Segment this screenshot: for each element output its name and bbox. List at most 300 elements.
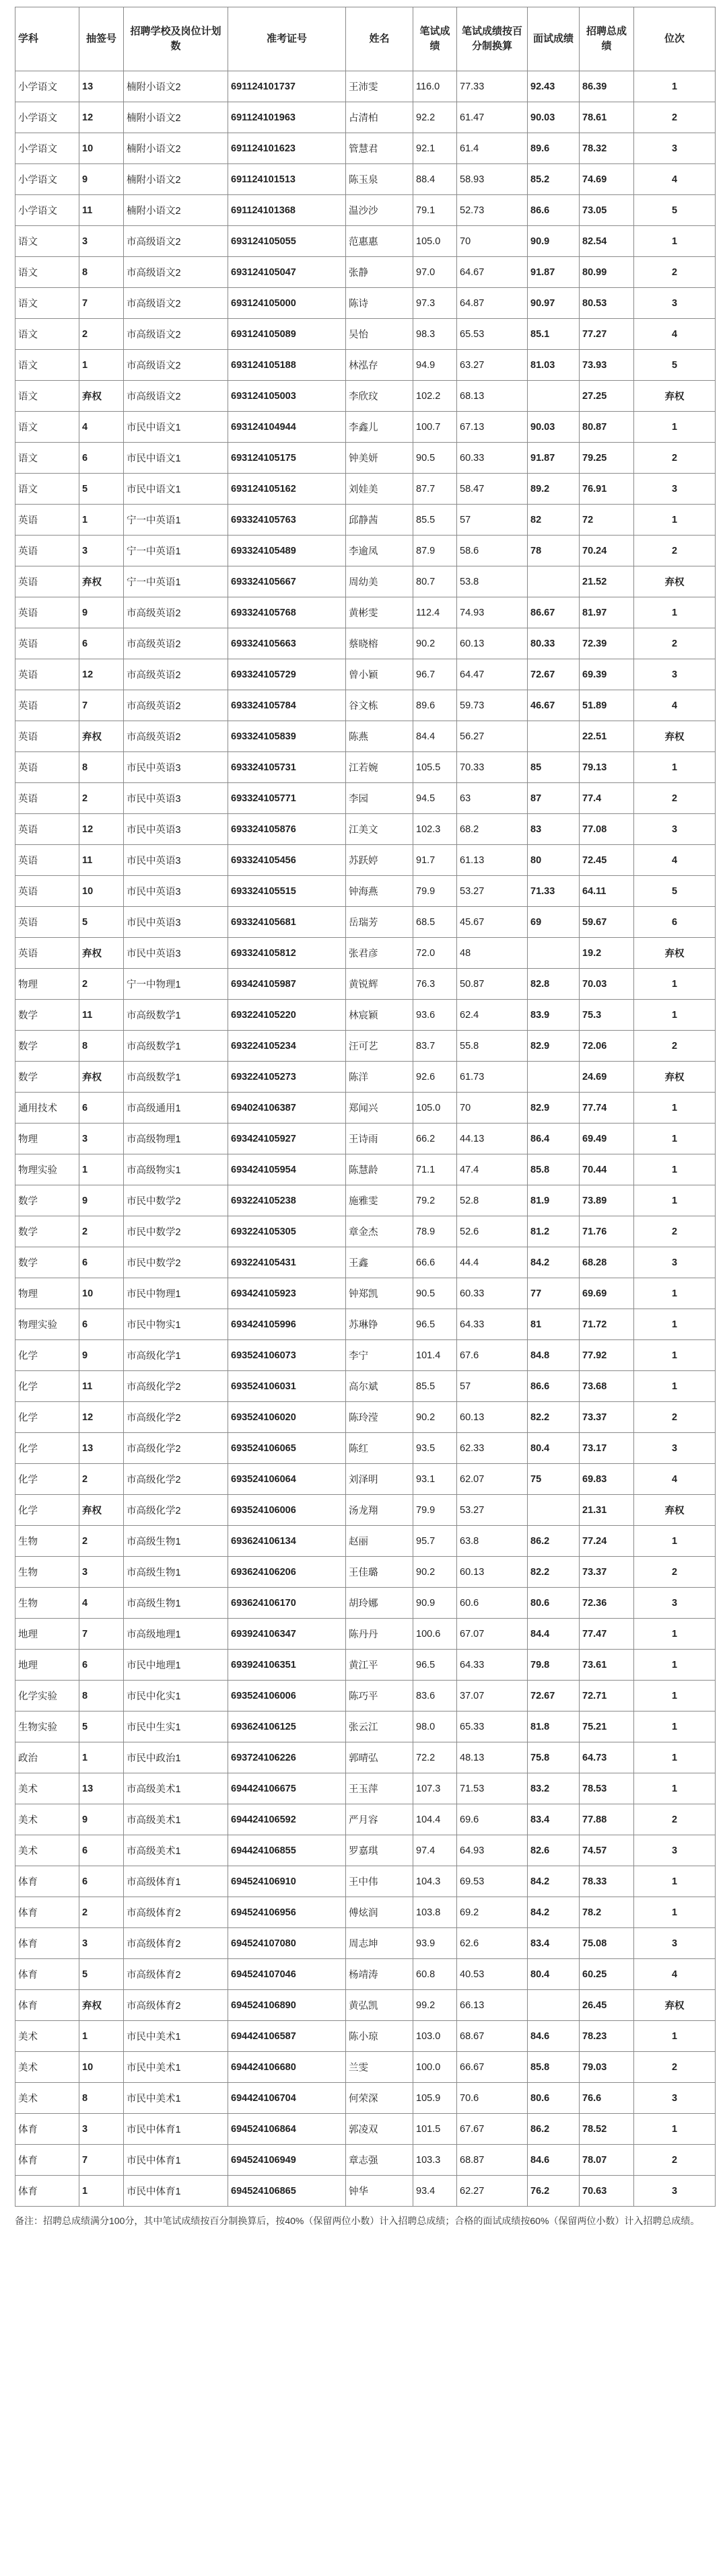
draw-number-cell: 1 — [79, 350, 124, 381]
name-cell: 高尔斌 — [346, 1371, 413, 1402]
school-post-cell: 市民中化实1 — [124, 1681, 228, 1712]
subject-cell: 语文 — [15, 226, 79, 257]
ticket-number-cell: 693324105731 — [228, 752, 346, 783]
rank-cell: 弃权 — [634, 938, 716, 969]
written-score-cell: 98.3 — [413, 319, 457, 350]
written-score-cell: 90.9 — [413, 1588, 457, 1619]
converted-score-cell: 66.67 — [457, 2052, 528, 2083]
header-subject: 学科 — [15, 7, 79, 71]
ticket-number-cell: 693124105055 — [228, 226, 346, 257]
name-cell: 李鑫儿 — [346, 412, 413, 443]
name-cell: 王中伟 — [346, 1866, 413, 1897]
total-score-cell: 73.37 — [580, 1557, 634, 1588]
written-score-cell: 105.0 — [413, 1093, 457, 1124]
written-score-cell: 88.4 — [413, 164, 457, 195]
draw-number-cell: 1 — [79, 2176, 124, 2207]
table-row — [15, 1185, 716, 1216]
school-post-cell: 市民中英语3 — [124, 814, 228, 845]
rank-cell: 2 — [634, 2145, 716, 2176]
subject-cell: 英语 — [15, 505, 79, 536]
name-cell: 郑闻兴 — [346, 1093, 413, 1124]
rank-cell: 2 — [634, 1031, 716, 1062]
header-ticket-number: 准考证号 — [228, 7, 346, 71]
written-score-cell: 112.4 — [413, 597, 457, 628]
draw-number-cell: 弃权 — [79, 1990, 124, 2021]
school-post-cell: 市民中生实1 — [124, 1712, 228, 1742]
rank-cell: 1 — [634, 1773, 716, 1804]
converted-score-cell: 64.87 — [457, 288, 528, 319]
written-score-cell: 100.6 — [413, 1619, 457, 1650]
converted-score-cell: 44.4 — [457, 1247, 528, 1278]
table-row — [15, 752, 716, 783]
total-score-cell: 59.67 — [580, 907, 634, 938]
draw-number-cell: 9 — [79, 164, 124, 195]
ticket-number-cell: 693624106170 — [228, 1588, 346, 1619]
school-post-cell: 市高级数学1 — [124, 1031, 228, 1062]
table-row — [15, 1650, 716, 1681]
written-score-cell: 60.8 — [413, 1959, 457, 1990]
table-row — [15, 1216, 716, 1247]
table-row — [15, 1247, 716, 1278]
written-score-cell: 93.1 — [413, 1464, 457, 1495]
draw-number-cell: 10 — [79, 133, 124, 164]
ticket-number-cell: 693124104944 — [228, 412, 346, 443]
ticket-number-cell: 693424105927 — [228, 1124, 346, 1154]
written-score-cell: 98.0 — [413, 1712, 457, 1742]
written-score-cell: 85.5 — [413, 505, 457, 536]
converted-score-cell: 60.6 — [457, 1588, 528, 1619]
rank-cell: 1 — [634, 1093, 716, 1124]
table-row — [15, 1588, 716, 1619]
table-row — [15, 1340, 716, 1371]
converted-score-cell: 62.27 — [457, 2176, 528, 2207]
school-post-cell: 市高级英语2 — [124, 597, 228, 628]
subject-cell: 英语 — [15, 845, 79, 876]
written-score-cell: 97.4 — [413, 1835, 457, 1866]
converted-score-cell: 70 — [457, 1093, 528, 1124]
total-score-cell: 82.54 — [580, 226, 634, 257]
ticket-number-cell: 693124105000 — [228, 288, 346, 319]
total-score-cell: 69.83 — [580, 1464, 634, 1495]
draw-number-cell: 8 — [79, 2083, 124, 2114]
converted-score-cell: 64.33 — [457, 1309, 528, 1340]
header-total-score: 招聘总成绩 — [580, 7, 634, 71]
school-post-cell: 宁一中英语1 — [124, 505, 228, 536]
written-score-cell: 101.4 — [413, 1340, 457, 1371]
subject-cell: 英语 — [15, 814, 79, 845]
interview-score-cell: 84.4 — [528, 1619, 580, 1650]
ticket-number-cell: 694424106855 — [228, 1835, 346, 1866]
total-score-cell: 24.69 — [580, 1062, 634, 1093]
converted-score-cell: 67.6 — [457, 1340, 528, 1371]
table-row — [15, 1402, 716, 1433]
interview-score-cell: 85.8 — [528, 2052, 580, 2083]
total-score-cell: 70.63 — [580, 2176, 634, 2207]
name-cell: 王鑫 — [346, 1247, 413, 1278]
converted-score-cell: 58.6 — [457, 536, 528, 566]
ticket-number-cell: 693624106134 — [228, 1526, 346, 1557]
total-score-cell: 72.36 — [580, 1588, 634, 1619]
rank-cell: 4 — [634, 1464, 716, 1495]
ticket-number-cell: 693424105987 — [228, 969, 346, 1000]
draw-number-cell: 2 — [79, 783, 124, 814]
interview-score-cell: 84.2 — [528, 1897, 580, 1928]
total-score-cell: 78.52 — [580, 2114, 634, 2145]
draw-number-cell: 12 — [79, 814, 124, 845]
interview-score-cell — [528, 1062, 580, 1093]
name-cell: 曾小颖 — [346, 659, 413, 690]
ticket-number-cell: 693324105489 — [228, 536, 346, 566]
converted-score-cell: 61.13 — [457, 845, 528, 876]
school-post-cell: 市高级美术1 — [124, 1804, 228, 1835]
draw-number-cell: 2 — [79, 1526, 124, 1557]
school-post-cell: 市高级化学2 — [124, 1402, 228, 1433]
school-post-cell: 市高级生物1 — [124, 1588, 228, 1619]
rank-cell: 3 — [634, 1835, 716, 1866]
subject-cell: 英语 — [15, 690, 79, 721]
table-row — [15, 1866, 716, 1897]
subject-cell: 美术 — [15, 2052, 79, 2083]
draw-number-cell: 7 — [79, 2145, 124, 2176]
school-post-cell: 市高级物理1 — [124, 1124, 228, 1154]
draw-number-cell: 9 — [79, 597, 124, 628]
total-score-cell: 78.33 — [580, 1866, 634, 1897]
rank-cell: 1 — [634, 2021, 716, 2052]
school-post-cell: 市高级通用1 — [124, 1093, 228, 1124]
table-row — [15, 907, 716, 938]
total-score-cell: 64.11 — [580, 876, 634, 907]
score-sheet — [15, 7, 715, 2230]
interview-score-cell: 89.2 — [528, 474, 580, 505]
name-cell: 刘娃美 — [346, 474, 413, 505]
converted-score-cell: 48.13 — [457, 1742, 528, 1773]
table-row — [15, 195, 716, 226]
interview-score-cell: 83.2 — [528, 1773, 580, 1804]
rank-cell: 1 — [634, 226, 716, 257]
converted-score-cell: 63 — [457, 783, 528, 814]
rank-cell: 1 — [634, 412, 716, 443]
interview-score-cell: 86.6 — [528, 195, 580, 226]
total-score-cell: 79.03 — [580, 2052, 634, 2083]
subject-cell: 数学 — [15, 1247, 79, 1278]
draw-number-cell: 3 — [79, 1124, 124, 1154]
table-row — [15, 1928, 716, 1959]
total-score-cell: 71.72 — [580, 1309, 634, 1340]
ticket-number-cell: 693524106073 — [228, 1340, 346, 1371]
rank-cell: 2 — [634, 1804, 716, 1835]
ticket-number-cell: 693324105456 — [228, 845, 346, 876]
school-post-cell: 市民中美术1 — [124, 2021, 228, 2052]
converted-score-cell: 62.33 — [457, 1433, 528, 1464]
school-post-cell: 市民中物实1 — [124, 1309, 228, 1340]
name-cell: 陈红 — [346, 1433, 413, 1464]
total-score-cell: 51.89 — [580, 690, 634, 721]
subject-cell: 语文 — [15, 474, 79, 505]
converted-score-cell: 53.8 — [457, 566, 528, 597]
name-cell: 林宸颖 — [346, 1000, 413, 1031]
rank-cell: 弃权 — [634, 721, 716, 752]
interview-score-cell: 81.9 — [528, 1185, 580, 1216]
interview-score-cell: 89.6 — [528, 133, 580, 164]
school-post-cell: 楠附小语文2 — [124, 133, 228, 164]
ticket-number-cell: 694524106956 — [228, 1897, 346, 1928]
table-row — [15, 1309, 716, 1340]
school-post-cell: 市民中语文1 — [124, 412, 228, 443]
written-score-cell: 96.5 — [413, 1309, 457, 1340]
subject-cell: 体育 — [15, 1990, 79, 2021]
ticket-number-cell: 693524106006 — [228, 1495, 346, 1526]
total-score-cell: 73.68 — [580, 1371, 634, 1402]
school-post-cell: 市高级化学2 — [124, 1464, 228, 1495]
rank-cell: 2 — [634, 1402, 716, 1433]
draw-number-cell: 13 — [79, 1433, 124, 1464]
draw-number-cell: 7 — [79, 1619, 124, 1650]
ticket-number-cell: 694524107080 — [228, 1928, 346, 1959]
draw-number-cell: 9 — [79, 1185, 124, 1216]
ticket-number-cell: 694424106680 — [228, 2052, 346, 2083]
school-post-cell: 市高级体育2 — [124, 1990, 228, 2021]
rank-cell: 弃权 — [634, 1062, 716, 1093]
ticket-number-cell: 693124105188 — [228, 350, 346, 381]
name-cell: 李园 — [346, 783, 413, 814]
table-row — [15, 1557, 716, 1588]
draw-number-cell: 弃权 — [79, 1495, 124, 1526]
rank-cell: 5 — [634, 876, 716, 907]
ticket-number-cell: 694424106675 — [228, 1773, 346, 1804]
ticket-number-cell: 693724106226 — [228, 1742, 346, 1773]
subject-cell: 英语 — [15, 721, 79, 752]
subject-cell: 地理 — [15, 1650, 79, 1681]
total-score-cell: 77.4 — [580, 783, 634, 814]
table-row — [15, 102, 716, 133]
school-post-cell: 宁一中英语1 — [124, 536, 228, 566]
subject-cell: 化学实验 — [15, 1681, 79, 1712]
total-score-cell: 74.57 — [580, 1835, 634, 1866]
subject-cell: 英语 — [15, 783, 79, 814]
table-row — [15, 721, 716, 752]
total-score-cell: 77.08 — [580, 814, 634, 845]
draw-number-cell: 10 — [79, 1278, 124, 1309]
written-score-cell: 99.2 — [413, 1990, 457, 2021]
rank-cell: 3 — [634, 133, 716, 164]
converted-score-cell: 45.67 — [457, 907, 528, 938]
draw-number-cell: 2 — [79, 319, 124, 350]
subject-cell: 语文 — [15, 381, 79, 412]
ticket-number-cell: 691124101513 — [228, 164, 346, 195]
rank-cell: 2 — [634, 536, 716, 566]
name-cell: 林泓存 — [346, 350, 413, 381]
draw-number-cell: 6 — [79, 1650, 124, 1681]
table-row — [15, 1495, 716, 1526]
total-score-cell: 64.73 — [580, 1742, 634, 1773]
draw-number-cell: 2 — [79, 1897, 124, 1928]
rank-cell: 4 — [634, 319, 716, 350]
table-row — [15, 845, 716, 876]
total-score-cell: 75.3 — [580, 1000, 634, 1031]
written-score-cell: 96.5 — [413, 1650, 457, 1681]
converted-score-cell: 62.6 — [457, 1928, 528, 1959]
school-post-cell: 楠附小语文2 — [124, 164, 228, 195]
total-score-cell: 72 — [580, 505, 634, 536]
school-post-cell: 市高级物实1 — [124, 1154, 228, 1185]
written-score-cell: 87.9 — [413, 536, 457, 566]
name-cell: 张君彦 — [346, 938, 413, 969]
total-score-cell: 73.05 — [580, 195, 634, 226]
total-score-cell: 60.25 — [580, 1959, 634, 1990]
interview-score-cell: 91.87 — [528, 257, 580, 288]
school-post-cell: 市民中语文1 — [124, 474, 228, 505]
total-score-cell: 71.76 — [580, 1216, 634, 1247]
subject-cell: 数学 — [15, 1062, 79, 1093]
name-cell: 傅炫润 — [346, 1897, 413, 1928]
ticket-number-cell: 693624106125 — [228, 1712, 346, 1742]
table-row — [15, 226, 716, 257]
written-score-cell: 92.2 — [413, 102, 457, 133]
total-score-cell: 76.6 — [580, 2083, 634, 2114]
draw-number-cell: 9 — [79, 1804, 124, 1835]
converted-score-cell: 63.8 — [457, 1526, 528, 1557]
name-cell: 岳瑞芳 — [346, 907, 413, 938]
school-post-cell: 市民中体育1 — [124, 2145, 228, 2176]
converted-score-cell: 66.13 — [457, 1990, 528, 2021]
draw-number-cell: 8 — [79, 1031, 124, 1062]
draw-number-cell: 弃权 — [79, 381, 124, 412]
school-post-cell: 市高级英语2 — [124, 690, 228, 721]
rank-cell: 3 — [634, 474, 716, 505]
total-score-cell: 69.69 — [580, 1278, 634, 1309]
table-row — [15, 1835, 716, 1866]
converted-score-cell: 60.33 — [457, 443, 528, 474]
name-cell: 范惠惠 — [346, 226, 413, 257]
interview-score-cell: 83.4 — [528, 1928, 580, 1959]
ticket-number-cell: 693124105003 — [228, 381, 346, 412]
written-score-cell: 66.6 — [413, 1247, 457, 1278]
subject-cell: 化学 — [15, 1340, 79, 1371]
subject-cell: 物理实验 — [15, 1154, 79, 1185]
interview-score-cell: 77 — [528, 1278, 580, 1309]
converted-score-cell: 62.07 — [457, 1464, 528, 1495]
subject-cell: 英语 — [15, 597, 79, 628]
converted-score-cell: 58.47 — [457, 474, 528, 505]
total-score-cell: 77.88 — [580, 1804, 634, 1835]
subject-cell: 体育 — [15, 1928, 79, 1959]
table-row — [15, 2145, 716, 2176]
ticket-number-cell: 693324105812 — [228, 938, 346, 969]
interview-score-cell: 80.6 — [528, 1588, 580, 1619]
draw-number-cell: 弃权 — [79, 721, 124, 752]
ticket-number-cell: 694424106587 — [228, 2021, 346, 2052]
written-score-cell: 104.4 — [413, 1804, 457, 1835]
table-row — [15, 288, 716, 319]
interview-score-cell: 85.1 — [528, 319, 580, 350]
rank-cell: 2 — [634, 257, 716, 288]
draw-number-cell: 13 — [79, 1773, 124, 1804]
subject-cell: 英语 — [15, 938, 79, 969]
draw-number-cell: 3 — [79, 2114, 124, 2145]
ticket-number-cell: 693324105876 — [228, 814, 346, 845]
ticket-number-cell: 693124105162 — [228, 474, 346, 505]
name-cell: 章金杰 — [346, 1216, 413, 1247]
ticket-number-cell: 693324105771 — [228, 783, 346, 814]
table-row — [15, 1804, 716, 1835]
converted-score-cell: 70.33 — [457, 752, 528, 783]
total-score-cell: 69.49 — [580, 1124, 634, 1154]
rank-cell: 1 — [634, 1000, 716, 1031]
table-row — [15, 659, 716, 690]
converted-score-cell: 69.53 — [457, 1866, 528, 1897]
written-score-cell: 92.6 — [413, 1062, 457, 1093]
draw-number-cell: 1 — [79, 1742, 124, 1773]
table-row — [15, 1959, 716, 1990]
school-post-cell: 市民中英语3 — [124, 845, 228, 876]
ticket-number-cell: 693324105784 — [228, 690, 346, 721]
rank-cell: 1 — [634, 597, 716, 628]
table-row — [15, 1742, 716, 1773]
table-row — [15, 1062, 716, 1093]
converted-score-cell: 68.2 — [457, 814, 528, 845]
total-score-cell: 78.32 — [580, 133, 634, 164]
draw-number-cell: 12 — [79, 1402, 124, 1433]
school-post-cell: 市高级化学2 — [124, 1433, 228, 1464]
written-score-cell: 90.2 — [413, 1402, 457, 1433]
written-score-cell: 79.2 — [413, 1185, 457, 1216]
written-score-cell: 100.7 — [413, 412, 457, 443]
subject-cell: 美术 — [15, 1835, 79, 1866]
ticket-number-cell: 693324105763 — [228, 505, 346, 536]
converted-score-cell: 69.2 — [457, 1897, 528, 1928]
total-score-cell: 78.07 — [580, 2145, 634, 2176]
converted-score-cell: 68.13 — [457, 381, 528, 412]
ticket-number-cell: 693324105667 — [228, 566, 346, 597]
table-row — [15, 1990, 716, 2021]
table-row — [15, 536, 716, 566]
draw-number-cell: 4 — [79, 1588, 124, 1619]
converted-score-cell: 37.07 — [457, 1681, 528, 1712]
subject-cell: 美术 — [15, 1804, 79, 1835]
name-cell: 黄江平 — [346, 1650, 413, 1681]
rank-cell: 1 — [634, 1742, 716, 1773]
table-row — [15, 1464, 716, 1495]
converted-score-cell: 60.13 — [457, 1557, 528, 1588]
school-post-cell: 市高级语文2 — [124, 257, 228, 288]
converted-score-cell: 71.53 — [457, 1773, 528, 1804]
total-score-cell: 78.61 — [580, 102, 634, 133]
school-post-cell: 市高级生物1 — [124, 1557, 228, 1588]
name-cell: 管慧君 — [346, 133, 413, 164]
interview-score-cell: 83.9 — [528, 1000, 580, 1031]
ticket-number-cell: 693324105768 — [228, 597, 346, 628]
ticket-number-cell: 693424105996 — [228, 1309, 346, 1340]
school-post-cell: 市高级数学1 — [124, 1062, 228, 1093]
interview-score-cell: 79.8 — [528, 1650, 580, 1681]
subject-cell: 语文 — [15, 319, 79, 350]
table-row — [15, 1897, 716, 1928]
interview-score-cell: 80.6 — [528, 2083, 580, 2114]
written-score-cell: 87.7 — [413, 474, 457, 505]
interview-score-cell: 69 — [528, 907, 580, 938]
name-cell: 钟海燕 — [346, 876, 413, 907]
subject-cell: 英语 — [15, 659, 79, 690]
subject-cell: 生物 — [15, 1588, 79, 1619]
written-score-cell: 83.7 — [413, 1031, 457, 1062]
interview-score-cell: 80.4 — [528, 1433, 580, 1464]
name-cell: 苏琳铮 — [346, 1309, 413, 1340]
subject-cell: 化学 — [15, 1402, 79, 1433]
rank-cell: 3 — [634, 2176, 716, 2207]
rank-cell: 4 — [634, 690, 716, 721]
interview-score-cell: 75.8 — [528, 1742, 580, 1773]
draw-number-cell: 3 — [79, 1928, 124, 1959]
